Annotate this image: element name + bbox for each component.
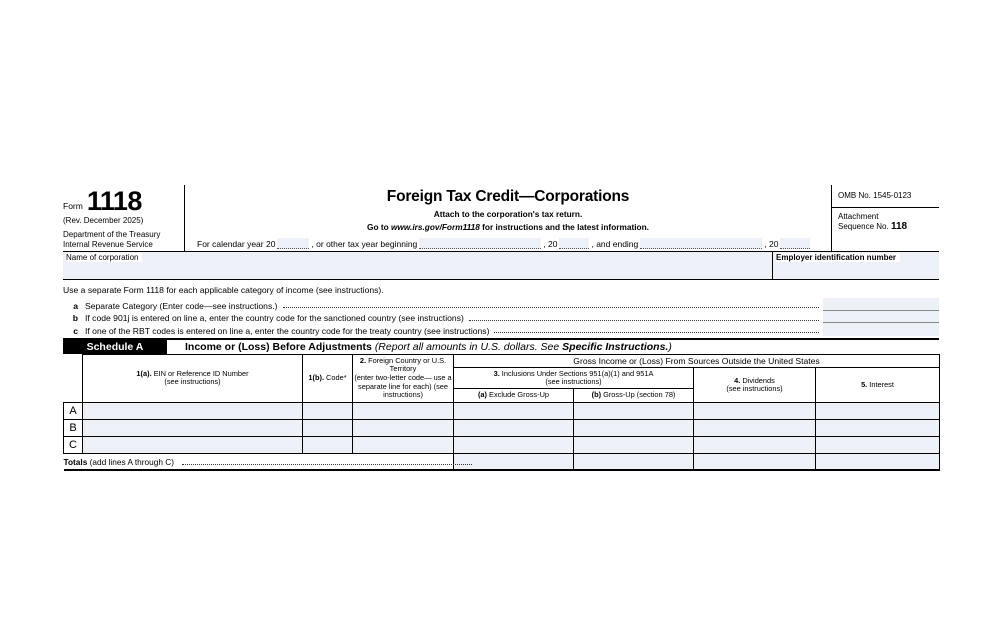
- calendar-year-input[interactable]: [277, 238, 309, 249]
- row-a-col-4[interactable]: [694, 403, 816, 420]
- col-1a-header: [83, 354, 303, 403]
- line-b-text: If code 901j is entered on line a, enter the country code for the sanctioned country (see instructions): [85, 313, 464, 323]
- corporation-name-label: Name of corporation: [66, 253, 142, 262]
- totals-label: [64, 454, 454, 471]
- row-b-col-1b[interactable]: [303, 420, 353, 437]
- col-4-sub: (see instructions): [726, 384, 783, 394]
- schedule-a-header: [63, 340, 939, 354]
- col-1a-sub: (see instructions): [164, 377, 221, 387]
- col-5-text: Interest: [867, 379, 894, 389]
- begin-date-input[interactable]: [419, 238, 541, 249]
- line-a-leader: [283, 307, 820, 308]
- department-line-2: Internal Revenue Service: [63, 239, 153, 249]
- instruction-line-b: [63, 311, 939, 324]
- line-c-letter: c: [73, 325, 78, 336]
- totals-col-5[interactable]: [816, 454, 940, 471]
- schedule-a-title-note-bold: Specific Instructions.: [562, 340, 669, 353]
- table-row: [64, 403, 940, 420]
- line-b-leader: [469, 320, 819, 321]
- col-4-number: 4.: [734, 375, 741, 385]
- calendar-year-prefix: For calendar year 20: [197, 238, 276, 249]
- corporation-name-field[interactable]: [63, 252, 773, 279]
- end-year-label: , 20: [764, 238, 779, 249]
- tax-year-line: [191, 238, 825, 249]
- col-1b-number: 1(b).: [308, 373, 324, 382]
- schedule-a-tag: Schedule A: [63, 340, 167, 354]
- page-title: Foreign Tax Credit—Corporations: [386, 188, 630, 205]
- table-row: [64, 437, 940, 454]
- col-3b-text: Gross-Up (section 78): [601, 390, 676, 400]
- totals-row: [64, 454, 940, 471]
- omb-block: [831, 185, 939, 251]
- row-c-col-5[interactable]: [816, 437, 940, 454]
- goto-url[interactable]: www.irs.gov/Form1118: [390, 221, 480, 232]
- totals-label-rest: (add lines A through C): [87, 456, 175, 467]
- row-b-col-2[interactable]: [353, 420, 454, 437]
- col-3a-text: Exclude Gross-Up: [487, 390, 550, 400]
- row-a-col-3a[interactable]: [454, 403, 574, 420]
- form-1118: [63, 185, 939, 471]
- row-c-col-2[interactable]: [353, 437, 454, 454]
- row-c-col-3b[interactable]: [574, 437, 694, 454]
- form-subtitle: Attach to the corporation's tax return.: [433, 209, 583, 219]
- col-1a-text: EIN or Reference ID Number: [151, 368, 249, 378]
- row-c-col-3a[interactable]: [454, 437, 574, 454]
- attachment-sequence-label: Sequence No.: [838, 222, 889, 231]
- row-a-col-1a[interactable]: [83, 403, 303, 420]
- schedule-a-title: [185, 341, 672, 353]
- col-4-text: Dividends: [740, 375, 775, 385]
- line-a-text: Separate Category (Enter code—see instructions.): [85, 300, 278, 311]
- gross-income-group-header: Gross Income or (Loss) From Sources Outside the United States: [454, 354, 940, 368]
- row-letter-header: [64, 354, 83, 403]
- totals-label-bold: Totals: [63, 456, 88, 467]
- col-1b-header: [303, 354, 353, 403]
- line-a-letter: a: [73, 300, 78, 311]
- row-a-col-5[interactable]: [816, 403, 940, 420]
- row-a-col-1b[interactable]: [303, 403, 353, 420]
- row-a-col-2[interactable]: [353, 403, 454, 420]
- line-b-letter: b: [72, 313, 78, 323]
- row-b-col-1a[interactable]: [83, 420, 303, 437]
- form-revision: (Rev. December 2025): [63, 216, 144, 225]
- table-row: [64, 420, 940, 437]
- col-2-header: [353, 354, 454, 403]
- category-instructions: [63, 280, 939, 340]
- col-5-header: [816, 368, 940, 403]
- schedule-a-table: [63, 354, 940, 472]
- begin-year-label: , 20: [543, 238, 558, 249]
- totals-leader: [182, 457, 472, 465]
- col-4-header: [694, 368, 816, 403]
- schedule-a-title-note-post: ): [668, 340, 672, 353]
- col-3-header: [454, 368, 694, 389]
- begin-year-input[interactable]: [559, 238, 589, 249]
- totals-col-3b[interactable]: [574, 454, 694, 471]
- row-b-col-3a[interactable]: [454, 420, 574, 437]
- line-c-text: If one of the RBT codes is entered on line a, enter the country code for the treaty country (see instructions): [85, 325, 490, 336]
- line-c-input[interactable]: [823, 323, 939, 336]
- identity-row: [63, 252, 939, 280]
- end-label: , and ending: [591, 238, 639, 249]
- col-3a-header: [454, 389, 574, 403]
- col-2-sub: (enter two-letter code— use a separate line for each) (see instructions): [354, 373, 452, 400]
- totals-col-4[interactable]: [694, 454, 816, 471]
- row-c-col-1b[interactable]: [303, 437, 353, 454]
- begin-label: , or other tax year beginning: [311, 238, 418, 249]
- row-c-col-4[interactable]: [694, 437, 816, 454]
- instruction-line-a: [63, 298, 939, 311]
- department-line-1: Department of the Treasury: [63, 230, 161, 239]
- line-a-input[interactable]: [823, 298, 939, 311]
- col-3-text: Inclusions Under Sections 951(a)(1) and 951A: [499, 368, 654, 378]
- form-number: 1118: [86, 186, 142, 216]
- row-b-col-3b[interactable]: [574, 420, 694, 437]
- col-5-number: 5.: [861, 379, 868, 389]
- ein-label: Employer identification number: [776, 253, 900, 262]
- row-c-col-1a[interactable]: [83, 437, 303, 454]
- attachment-label: Attachment: [838, 212, 879, 221]
- attachment-sequence-number: 118: [890, 221, 908, 232]
- row-letter-b: B: [64, 420, 83, 437]
- schedule-a-title-note-pre: (Report all amounts in U.S. dollars. See: [374, 340, 563, 353]
- instruction-line-c: [63, 323, 939, 336]
- goto-suffix: for instructions and the latest information.: [479, 221, 649, 232]
- omb-number: OMB No. 1545-0123: [832, 185, 939, 208]
- use-separate-form-note: Use a separate Form 1118 for each applicable category of income (see instructions).: [63, 285, 384, 295]
- end-year-input[interactable]: [780, 238, 810, 249]
- col-3-number: 3.: [493, 368, 500, 378]
- row-b-col-5[interactable]: [816, 420, 940, 437]
- form-header: [63, 185, 939, 252]
- table-header-row-1: [64, 354, 940, 368]
- row-letter-c: C: [64, 437, 83, 454]
- row-a-col-3b[interactable]: [574, 403, 694, 420]
- form-identity-block: [63, 185, 185, 251]
- attachment-sequence: [832, 208, 939, 235]
- col-2-number: 2.: [359, 355, 367, 365]
- line-c-leader: [494, 332, 819, 333]
- goto-prefix: Go to: [367, 221, 391, 232]
- ein-field[interactable]: [773, 252, 939, 279]
- schedule-a-title-main: Income or (Loss) Before Adjustments: [185, 340, 372, 353]
- line-b-input[interactable]: [823, 311, 939, 324]
- col-3-sub: (see instructions): [545, 377, 602, 387]
- col-2-text: Foreign Country or U.S. Territory: [366, 355, 447, 374]
- col-3a-letter: (a): [477, 390, 487, 400]
- end-date-input[interactable]: [640, 238, 762, 249]
- row-letter-a: A: [64, 403, 83, 420]
- col-3b-letter: (b): [591, 390, 602, 400]
- row-b-col-4[interactable]: [694, 420, 816, 437]
- col-1a-number: 1(a).: [136, 368, 152, 378]
- col-3b-header: [574, 389, 694, 403]
- form-label: Form: [63, 201, 83, 211]
- form-goto-line: [191, 222, 825, 232]
- col-1b-text: Code*: [324, 373, 347, 382]
- form-title-block: [185, 185, 831, 251]
